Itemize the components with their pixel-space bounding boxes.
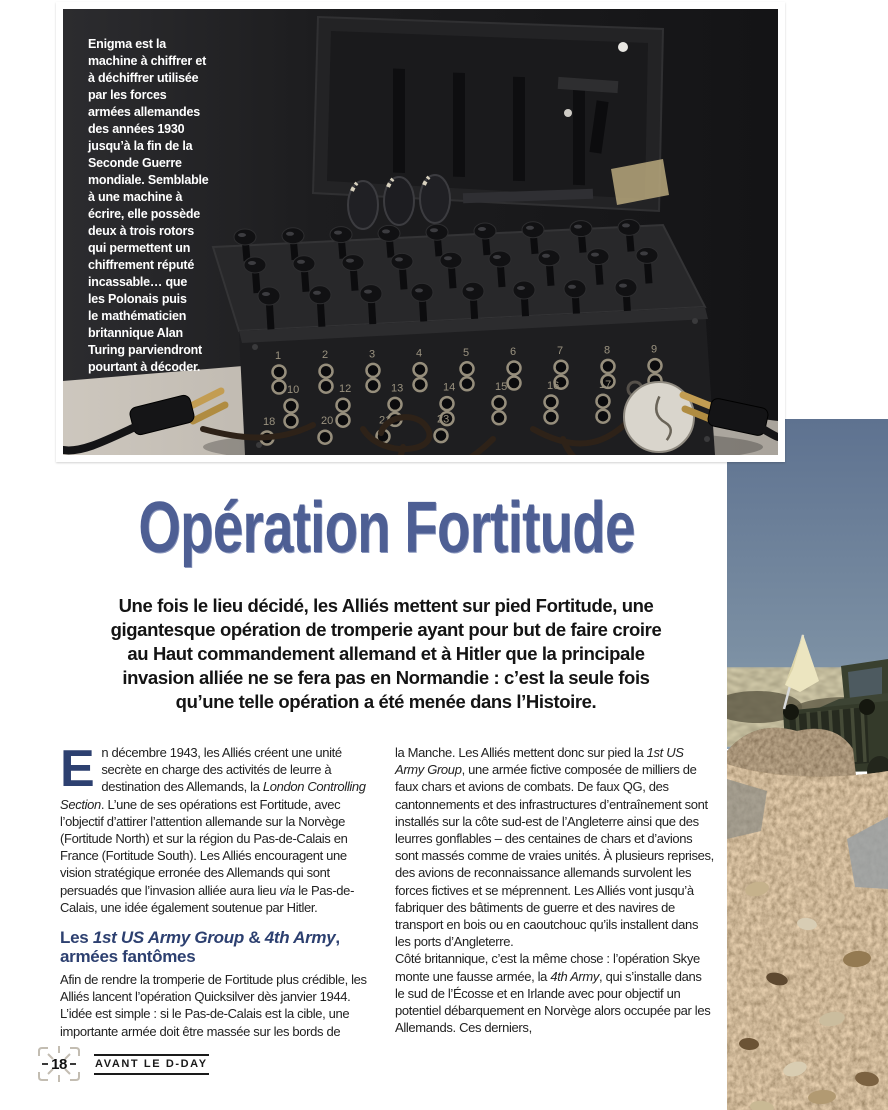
svg-text:3: 3 — [369, 348, 376, 361]
svg-text:20: 20 — [321, 415, 334, 428]
svg-text:2: 2 — [322, 349, 329, 362]
column-left — [60, 740, 379, 1040]
page-number: 18 — [51, 1055, 67, 1073]
page-footer — [36, 1044, 209, 1084]
svg-text:10: 10 — [287, 384, 300, 396]
svg-text:9: 9 — [651, 343, 658, 356]
photo-caption: Enigma est la machine à chiffrer et à déchiffrer utilisée par les forces armées allemandes des années 1930 jusqu’à la fin de la Seconde Guerre mondiale. Semblable à une machine à écrire, elle possède deux à trois rotors qui permettent un chiffrement réputé incassable… que les Polonais puis le mathématicien britannique Alan Turing parviendront pourtant à décoder. — [88, 37, 209, 374]
page-number-marker — [36, 1045, 82, 1083]
intro-paragraph: Une fois le lieu décidé, les Alliés mettent sur pied Fortitude, une gigantesque opération de tromperie ayant pour but de faire croire au Haut commandement allemand et à Hitler que la principale invasion alliée ne se fera pas en Normandie : c’est la seule fois qu’une telle opération a été menée dans l’Histoire. — [110, 595, 662, 712]
section-heading: Les 1st US Army Group & 4th Army, armées fantômes — [60, 928, 340, 967]
svg-text:1: 1 — [275, 350, 282, 362]
svg-text:17: 17 — [599, 379, 612, 392]
column-right — [395, 744, 714, 1040]
svg-text:23: 23 — [437, 413, 450, 426]
svg-text:21: 21 — [379, 414, 392, 427]
article-body — [60, 740, 714, 1040]
svg-text:18: 18 — [263, 416, 276, 428]
body-paragraph: En décembre 1943, les Alliés créent une unité secrète en charge des activités de leurre à destination des Allemands, la London Controlling Section. L’une de ses opérations est Fortitude, avec l’objectif d’attirer l’attention allemande sur la Norvège (Fortitude North) et sur la région du Pas-de-Calais en France (Fortitude South). Les Alliés encouragent une vision stratégique erronée des Allemands qui sont persuadés que l’invasion alliée aura lieu via le Pas-de-Calais, une idée également soutenue par Hitler. — [60, 740, 366, 915]
svg-text:14: 14 — [443, 381, 456, 394]
svg-text:7: 7 — [557, 345, 564, 358]
svg-text:5: 5 — [463, 346, 470, 359]
svg-text:8: 8 — [604, 344, 611, 357]
enigma-photo — [56, 2, 785, 462]
svg-text:6: 6 — [510, 346, 517, 358]
svg-text:4: 4 — [416, 347, 423, 360]
headline-wrap — [0, 480, 772, 576]
body-paragraph: la Manche. Les Alliés mettent donc sur pied la 1st US Army Group, une armée fictive composée de milliers de faux chars et avions de combats. De faux QG, des cantonnements et des infrastructures d’entraînement sont installés sur la côte sud-est de l’Angleterre ainsi que des leurres gonflables – des centaines de chars et d’avions sont massés comme de vraies unités. À plusieurs reprises, des avions de reconnaissance allemands survolent les forces fictives et se méprennent. Les Alliés vont jusqu’à fabriquer des bâtiments de guerre et des navires de transport en bois ou en caoutchouc qu’ils installent dans les ports d’Angleterre. — [395, 745, 714, 950]
svg-text:12: 12 — [339, 383, 352, 396]
footer-section-label: AVANT LE D-DAY — [94, 1054, 209, 1075]
drop-cap: E — [60, 740, 95, 798]
body-paragraph: Côté britannique, c’est la même chose : l’opération Skye monte une fausse armée, la 4th Army, qui s’installe dans le sud de l’Écosse et en Irlande avec pour objectif un potentiel débarquement en Norvège alors occupée par les Allemands. Ces derniers, — [395, 951, 711, 1036]
body-paragraph: Afin de rendre la tromperie de Fortitude plus crédible, les Alliés lancent l’opération Quicksilver dès janvier 1944. L’idée est simple : si le Pas-de-Calais est la cible, une importante armée doit être massée sur les bords de — [60, 972, 367, 1039]
svg-text:15: 15 — [495, 380, 508, 393]
page-title: Opération Fortitude — [137, 488, 635, 568]
svg-text:16: 16 — [547, 380, 560, 392]
svg-text:13: 13 — [391, 382, 404, 395]
